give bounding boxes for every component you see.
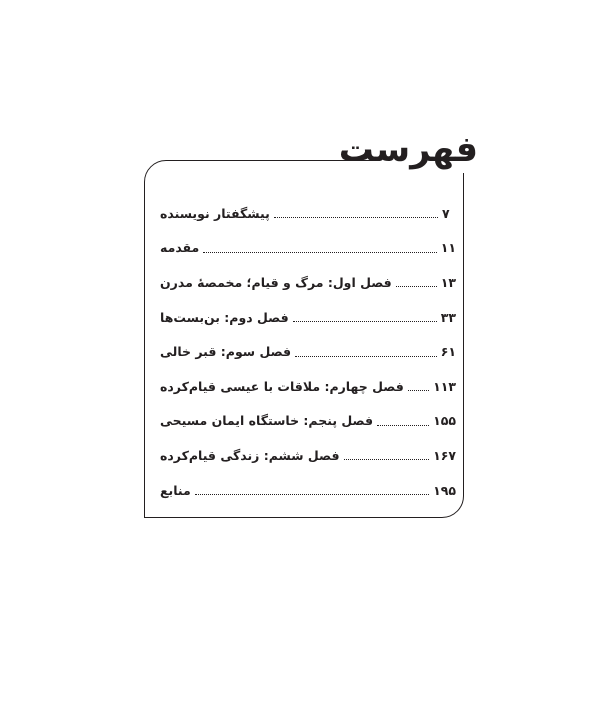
toc-row[interactable] — [160, 231, 456, 266]
dot-leader — [377, 424, 429, 426]
toc-page-number: ۱۱ — [440, 240, 456, 256]
dot-leader — [344, 458, 430, 460]
dot-leader — [408, 389, 429, 391]
toc-entry-label: مقدمه — [160, 240, 200, 256]
toc-page-number: ۱۶۷ — [433, 447, 456, 463]
toc-row[interactable] — [160, 196, 456, 231]
dot-leader — [195, 493, 429, 495]
toc-entry-label: فصل سوم: قبر خالی — [160, 344, 292, 360]
toc-page-number: ۱۱۳ — [433, 378, 456, 394]
toc-row[interactable] — [160, 438, 456, 473]
toc-row[interactable] — [160, 300, 456, 335]
dot-leader — [203, 251, 436, 253]
toc-row[interactable] — [160, 473, 456, 508]
toc-title: فهرست — [378, 127, 478, 173]
toc-row[interactable] — [160, 369, 456, 404]
toc-entry-label: منابع — [160, 482, 191, 498]
toc-page-number: ۷ — [442, 205, 450, 221]
toc-page-number: ۱۹۵ — [433, 482, 456, 498]
toc-entry-label: فصل پنجم: خاستگاه ایمان مسیحی — [160, 413, 374, 429]
toc-entry-label: فصل اول: مرگ و قیام؛ مخمصهٔ مدرن — [160, 274, 392, 290]
toc-entry-label: فصل دوم: بن‌بست‌ها — [160, 309, 289, 325]
toc-row[interactable] — [160, 265, 456, 300]
dot-leader — [293, 320, 437, 322]
toc-entry-label: فصل ششم: زندگی قیام‌کرده — [160, 447, 340, 463]
dot-leader — [295, 355, 437, 357]
toc-row[interactable] — [160, 334, 456, 369]
toc-entry-label: پیشگفتار نویسنده — [160, 205, 270, 221]
dot-leader — [274, 216, 438, 218]
dot-leader — [396, 285, 437, 287]
toc-page-number: ۶۱ — [440, 344, 456, 360]
toc-page-number: ۳۳ — [440, 309, 456, 325]
toc-page-number: ۱۵۵ — [433, 413, 456, 429]
toc-page-number: ۱۳ — [440, 274, 456, 290]
toc-list — [160, 196, 456, 507]
toc-entry-label: فصل چهارم: ملاقات با عیسی قیام‌کرده — [160, 378, 404, 394]
toc-row[interactable] — [160, 404, 456, 439]
